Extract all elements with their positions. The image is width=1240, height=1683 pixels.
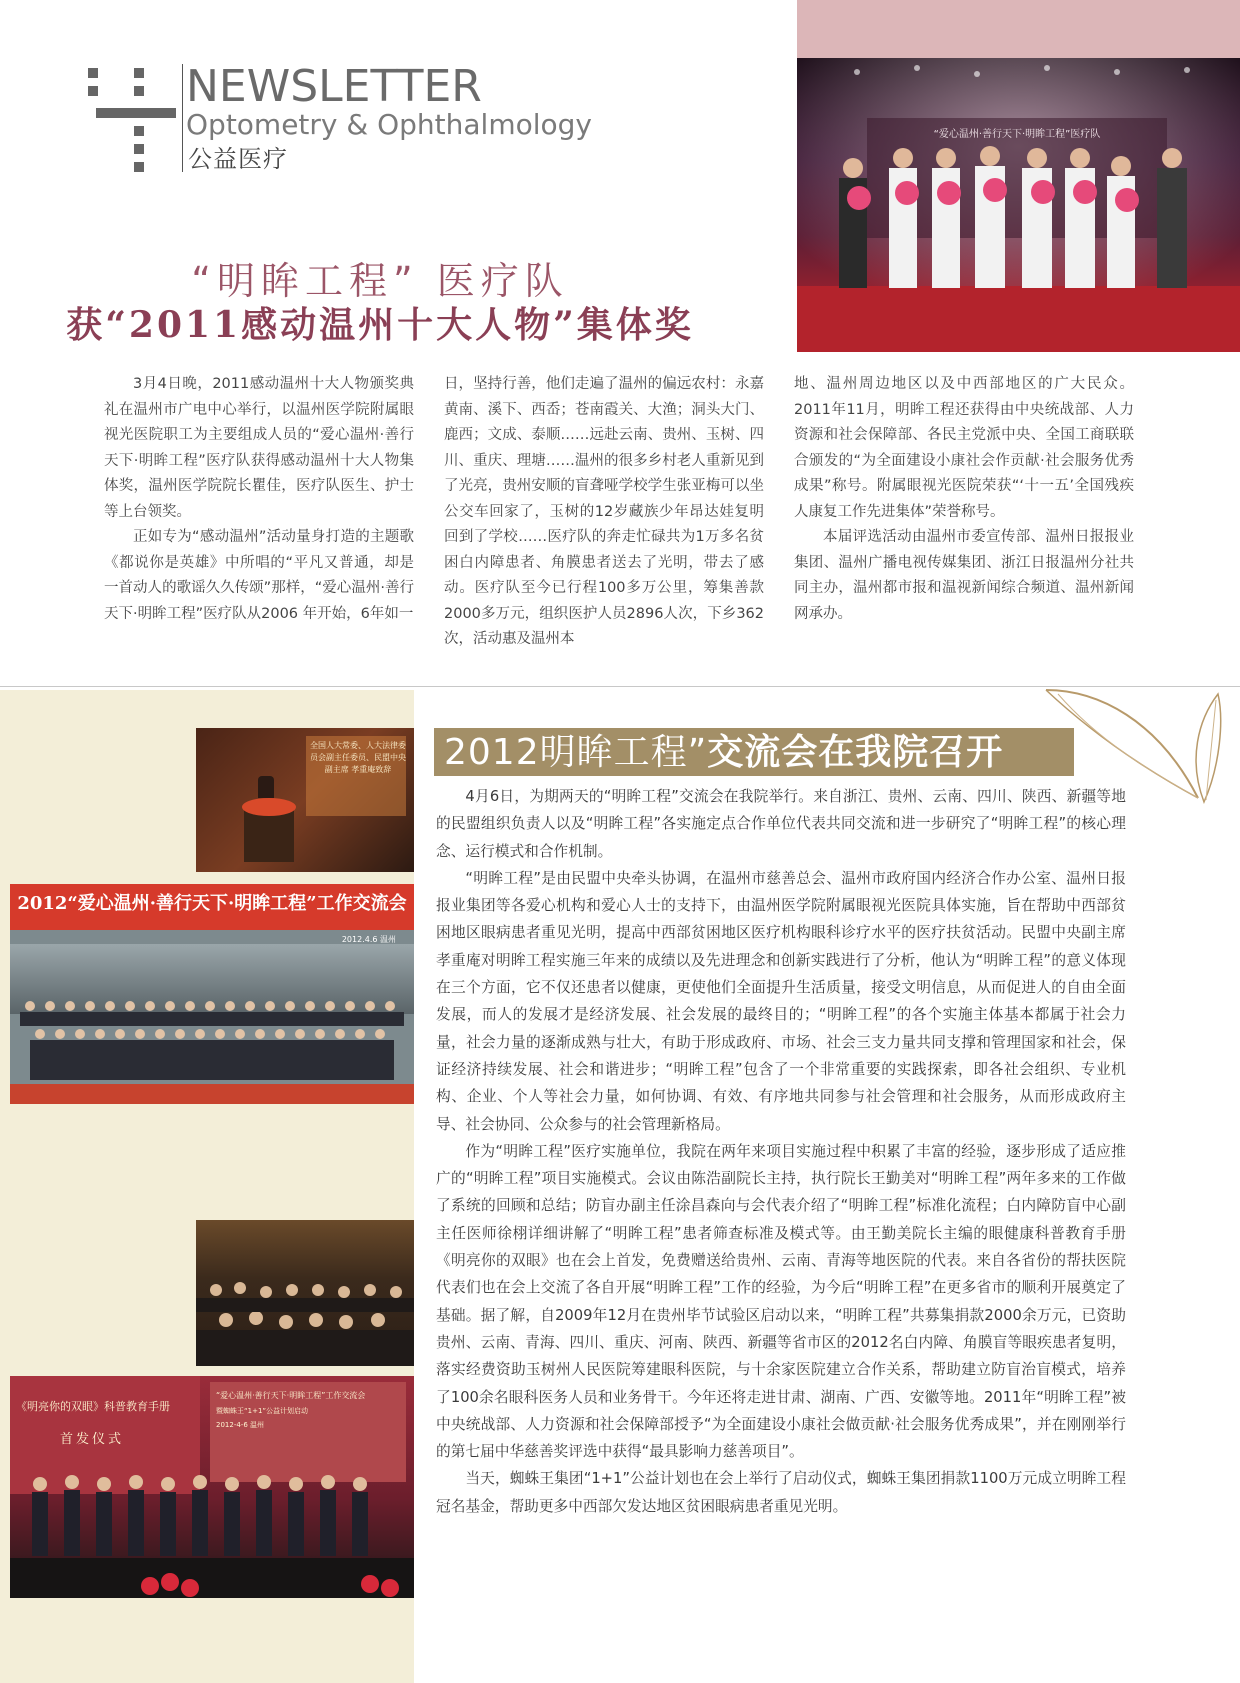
article2-paragraph: 作为“明眸工程”医疗实施单位，我院在两年来项目实施过程中积累了丰富的经验，逐步形成了适应推广的“明眸工程”项目实施模式。会议由陈浩副院长主持，执行院长王勤美对“明眸工程”两年多来的工作做了系统的回顾和总结；防盲办副主任涂昌森向与会代表介绍了“明眸工程”标准化流程；白内障防盲中心副主任医师徐栩详细讲解了“明眸工程”患者筛查标准及模式等。由王勤美院长主编的眼健康科普教育手册《明亮你的双眼》也在会上首发，免费赠送给贵州、云南、青海等地医院的代表。来自各省份的帮扶医院代表们也在会上交流了各自开展“明眸工程”工作的经验，为今后“明眸工程”在更多省市的顺利开展奠定了基础。据了解，自2009年12月在贵州毕节试验区启动以来，“明眸工程”共募集捐款2000余万元，已资助贵州、云南、青海、四川、重庆、河南、陕西、新疆等省市区的2012名白内障、角膜盲等眼疾患者复明，落实经费资助玉树州人民医院筹建眼科医院，与十余家医院建立合作关系，帮助建立防盲治盲模式，培养了100余名眼科医务人员和业务骨干。今年还将走进甘肃、湖南、广西、安徽等地。2011年“明眸工程”被中央统战部、人力资源和社会保障部授予“为全面建设小康社会做贡献·社会服务优秀成果”，并在刚刚举行的第七届中华慈善奖评选中获得“最具影响力慈善项目”。 xyxy=(436,1142,1126,1461)
newsletter-subtitle: Optometry & Ophthalmology xyxy=(186,108,592,141)
article1-paragraph: 日，坚持行善，他们走遍了温州的偏远农村：永嘉黄南、溪下、西岙；苍南霞关、大渔；洞头大门、鹿西；文成、泰顺……远赴云南、贵州、玉树、四川、重庆、理塘……温州的很多乡村老人重新见到了光亮，贵州安顺的盲聋哑学校学生张亚梅可以坐公交车回家了，玉树的12岁藏族少年昂达娃复明回到了学校……医疗队的奔走忙碌共为1万多名贫困白内障患者、角膜患者送去了光明，带去了感动。医疗队至今已行程100多万公里，筹集善款2000多万元，组织医护人员2896人次，下乡362次，活动惠及温州本 xyxy=(444,376,764,647)
article1-column-1 xyxy=(104,372,414,627)
audience-photo xyxy=(196,1220,414,1366)
award-ceremony-photo xyxy=(797,58,1240,352)
launch-screen-text-right: “爱心温州·善行天下·明眸工程”工作交流会 xyxy=(216,1391,366,1400)
article1-column-3 xyxy=(794,372,1134,627)
article2-title-light: 2012明眸工程” xyxy=(444,732,708,773)
article1-column-2 xyxy=(444,372,764,653)
article1-paragraph: 本届评选活动由温州市委宣传部、温州日报报业集团、温州广播电视传媒集团、浙江日报温州分社共同主办，温州都市报和温视新闻综合频道、温州新闻网承办。 xyxy=(794,529,1134,622)
launch-screen-text-left2: 首发仪式 xyxy=(60,1432,125,1447)
article1-paragraph: 正如专为“感动温州”活动量身打造的主题歌《都说你是英雄》中所唱的“平凡又普通，却是一首动人的歌谣久久传颂”那样，“爱心温州·善行天下·明眸工程”医疗队从2006 年开始，6年如一 xyxy=(104,529,414,622)
launch-screen-text-left: 《明亮你的双眼》科普教育手册 xyxy=(16,1400,170,1413)
speech-podium-photo xyxy=(196,728,414,872)
article2-paragraph: “明眸工程”是由民盟中央牵头协调，在温州市慈善总会、温州市政府国内经济合作办公室、温州日报报业集团等各爱心机构和爱心人士的支持下，由温州医学院附属眼视光医院具体实施，旨在帮助中西部贫困地区眼病患者重见光明，提高中西部贫困地区医疗机构眼科诊疗水平的医疗扶贫活动。民盟中央副主席孝重庵对明眸工程实施三年来的成绩以及先进理念和创新实践进行了分析，他认为“明眸工程”的意义体现在三个方面，它不仅还患者以健康，更使他们全面提升生活质量，接受文明信息，从而促进人的自由全面发展，而人的发展才是经济发展、社会发展的最终目的；“明眸工程”的各个实施主体基本都属于社会力量，社会力量的逐渐成熟与壮大，有助于形成政府、市场、社会三支力量共同支撑和管理国家和社会，保证经济持续发展、社会和谐进步；“明眸工程”包含了一个非常重要的实践探索，即各社会组织、专业机构、企业、个人等社会力量，如何协调、有效、有序地共同参与社会管理和社会服务，从而形成政府主导、社会协同、公众参与的社会管理新格局。 xyxy=(436,869,1126,1133)
stage-screen-text: “爱心温州·善行天下·明眸工程”医疗队 xyxy=(933,129,1101,140)
group-photo xyxy=(10,884,414,1104)
article1-paragraph: 地、温州周边地区以及中西部地区的广大民众。2011年11月，明眸工程还获得由中央统战部、人力资源和社会保障部、各民主党派中央、全国工商联联合颁发的“为全面建设小康社会作贡献·社会服务优秀成果”称号。附属眼视光医院荣获“‘十一五’全国残疾人康复工作先进集体”荣誉称号。 xyxy=(794,376,1134,520)
newsletter-title: NEWSLETTER xyxy=(186,61,482,112)
section-label: 公益医疗 xyxy=(188,145,288,173)
article1-title-line2: 获“2011感动温州十大人物”集体奖 xyxy=(66,304,694,346)
header-accent-block xyxy=(797,0,1240,58)
podium-screen-text: 全国人大常委、人大法律委员会副主任委员、民盟中央副主席 孝重庵致辞 xyxy=(310,741,406,774)
article2-title-bold: 交流会在我院召开 xyxy=(707,731,1004,773)
article1-paragraph: 3月4日晚，2011感动温州十大人物颁奖典礼在温州市广电中心举行，以温州医学院附属眼视光医院职工为主要组成人员的“爱心温州·善行天下·明眸工程”医疗队获得感动温州十大人物集体奖，温州医学院院长瞿佳，医疗队医生、护士等上台领奖。 xyxy=(104,376,414,520)
group-photo-date: 2012.4.6 温州 xyxy=(341,935,396,944)
article2-body xyxy=(436,783,1126,1520)
group-photo-banner-text: 2012“爱心温州·善行天下·明眸工程”工作交流会 xyxy=(17,893,407,914)
newsletter-logo-icon xyxy=(88,68,178,172)
launch-screen-date: 2012-4-6 温州 xyxy=(216,1421,264,1429)
article2-paragraph: 4月6日，为期两天的“明眸工程”交流会在我院举行。来自浙江、贵州、云南、四川、陕西、新疆等地的民盟组织负责人以及“明眸工程”各实施定点合作单位代表共同交流和进一步研究了“明眸工程”的核心理念、运行模式和合作机制。 xyxy=(436,788,1126,860)
launch-screen-text-right2: 暨蜘蛛王“1+1”公益计划启动 xyxy=(216,1407,309,1415)
header-divider xyxy=(182,64,183,172)
article1-title-line1: “明眸工程” 医疗队 xyxy=(191,259,569,303)
article2-paragraph: 当天，蜘蛛王集团“1+1”公益计划也在会上举行了启动仪式，蜘蛛王集团捐款1100万元成立明眸工程冠名基金，帮助更多中西部欠发达地区贫困眼病患者重见光明。 xyxy=(436,1470,1126,1515)
article2-title xyxy=(444,728,1003,776)
launch-ceremony-photo xyxy=(10,1376,414,1598)
